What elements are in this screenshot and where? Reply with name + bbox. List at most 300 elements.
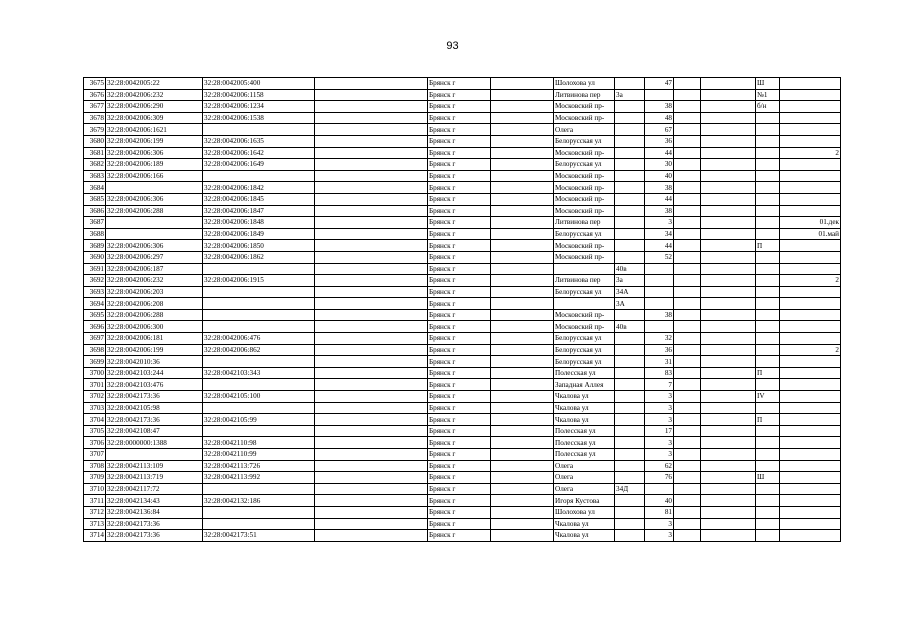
cell-c10 <box>701 460 756 472</box>
cell-house: 44 <box>645 193 674 205</box>
cell-city: Брянск г <box>428 101 491 113</box>
cell-c3 <box>315 263 428 275</box>
cell-cad2: 32:28:0042110:99 <box>203 449 315 461</box>
cell-extra-right <box>780 506 841 518</box>
cell-extra <box>756 356 780 368</box>
cell-c10 <box>701 240 756 252</box>
cell-c3 <box>315 472 428 484</box>
cell-c10 <box>701 367 756 379</box>
cell-c5 <box>491 367 554 379</box>
cell-street: Московский пр- <box>554 193 615 205</box>
cell-house: 3 <box>645 449 674 461</box>
cell-c9 <box>674 530 701 542</box>
cell-city: Брянск г <box>428 263 491 275</box>
cell-c3 <box>315 379 428 391</box>
cell-house: 36 <box>645 344 674 356</box>
cell-cad2: 32:28:0042103:343 <box>203 367 315 379</box>
cell-c3 <box>315 333 428 345</box>
cell-city: Брянск г <box>428 298 491 310</box>
cell-street: Московский пр- <box>554 309 615 321</box>
cell-letter: 3а <box>615 275 645 287</box>
cell-c10 <box>701 333 756 345</box>
cell-street: Чкалова ул <box>554 391 615 403</box>
cell-extra: IV <box>756 391 780 403</box>
cell-c5 <box>491 460 554 472</box>
cell-cad1: 32:28:0042006:297 <box>106 251 203 263</box>
cell-letter <box>615 205 645 217</box>
cell-c9 <box>674 414 701 426</box>
cell-city: Брянск г <box>428 449 491 461</box>
cell-num: 3709 <box>84 472 106 484</box>
table-row <box>84 124 841 136</box>
cell-c5 <box>491 402 554 414</box>
cell-extra-right <box>780 367 841 379</box>
cell-c9 <box>674 506 701 518</box>
cell-house: 76 <box>645 472 674 484</box>
cell-extra-right <box>780 414 841 426</box>
cell-c9 <box>674 437 701 449</box>
cell-extra-right <box>780 495 841 507</box>
cell-num: 3701 <box>84 379 106 391</box>
cell-street: Полесская ул <box>554 437 615 449</box>
cell-extra <box>756 437 780 449</box>
cell-c9 <box>674 449 701 461</box>
cell-c9 <box>674 240 701 252</box>
cell-num: 3683 <box>84 170 106 182</box>
cell-c5 <box>491 89 554 101</box>
cell-letter <box>615 414 645 426</box>
cell-c3 <box>315 275 428 287</box>
cell-extra-right <box>780 182 841 194</box>
cell-c10 <box>701 344 756 356</box>
cell-city: Брянск г <box>428 367 491 379</box>
cell-c3 <box>315 495 428 507</box>
cell-extra-right <box>780 193 841 205</box>
cell-city: Брянск г <box>428 251 491 263</box>
cell-cad2 <box>203 356 315 368</box>
cell-c3 <box>315 170 428 182</box>
table-row <box>84 135 841 147</box>
cell-street: Белорусская ул <box>554 333 615 345</box>
cell-city: Брянск г <box>428 275 491 287</box>
cell-c9 <box>674 228 701 240</box>
cell-letter <box>615 367 645 379</box>
cell-c10 <box>701 147 756 159</box>
cell-city: Брянск г <box>428 170 491 182</box>
cell-street: Полесская ул <box>554 425 615 437</box>
cell-street: Московский пр- <box>554 147 615 159</box>
cell-c5 <box>491 495 554 507</box>
cell-c9 <box>674 286 701 298</box>
cell-street: Чкалова ул <box>554 518 615 530</box>
cell-extra: П <box>756 414 780 426</box>
cell-cad1: 32:28:0042006:306 <box>106 240 203 252</box>
cell-c9 <box>674 402 701 414</box>
cell-extra <box>756 251 780 263</box>
cell-city: Брянск г <box>428 402 491 414</box>
cell-c9 <box>674 170 701 182</box>
cell-extra-right: 2 <box>780 344 841 356</box>
cell-cad1: 32:28:0042108:47 <box>106 425 203 437</box>
cell-house: 62 <box>645 460 674 472</box>
cell-c9 <box>674 518 701 530</box>
cell-house: 38 <box>645 101 674 113</box>
table-row <box>84 391 841 403</box>
cell-street: Московский пр- <box>554 205 615 217</box>
cell-extra-right <box>780 78 841 90</box>
cell-c10 <box>701 414 756 426</box>
cell-c9 <box>674 101 701 113</box>
cell-cad1: 32:28:0042006:306 <box>106 193 203 205</box>
cell-c9 <box>674 344 701 356</box>
cell-c10 <box>701 379 756 391</box>
cell-num: 3685 <box>84 193 106 205</box>
cell-cad2: 32:28:0042006:1915 <box>203 275 315 287</box>
cell-cad1: 32:28:0042173:36 <box>106 518 203 530</box>
cell-city: Брянск г <box>428 333 491 345</box>
cell-extra <box>756 205 780 217</box>
cell-street: Московский пр- <box>554 240 615 252</box>
cell-letter <box>615 344 645 356</box>
cell-extra: Ш <box>756 78 780 90</box>
cell-street: Шолохова ул <box>554 506 615 518</box>
cell-c5 <box>491 217 554 229</box>
cell-c3 <box>315 460 428 472</box>
cell-num: 3697 <box>84 333 106 345</box>
cell-c10 <box>701 182 756 194</box>
table-row <box>84 483 841 495</box>
cell-num: 3681 <box>84 147 106 159</box>
cell-cad2 <box>203 124 315 136</box>
cell-c3 <box>315 78 428 90</box>
cell-letter <box>615 193 645 205</box>
cell-cad2: 32:28:0042006:1642 <box>203 147 315 159</box>
cell-c5 <box>491 391 554 403</box>
cell-c3 <box>315 449 428 461</box>
cell-c9 <box>674 275 701 287</box>
cell-house <box>645 298 674 310</box>
cell-house <box>645 483 674 495</box>
cell-city: Брянск г <box>428 286 491 298</box>
cell-c9 <box>674 333 701 345</box>
cell-house: 48 <box>645 112 674 124</box>
table-row <box>84 437 841 449</box>
table-row <box>84 449 841 461</box>
cell-cad1 <box>106 449 203 461</box>
cell-c3 <box>315 286 428 298</box>
cell-extra-right <box>780 425 841 437</box>
cell-c9 <box>674 298 701 310</box>
cell-house: 83 <box>645 367 674 379</box>
cell-num: 3678 <box>84 112 106 124</box>
cell-cad2 <box>203 321 315 333</box>
cell-letter: 40в <box>615 263 645 275</box>
table-row <box>84 379 841 391</box>
cell-street <box>554 263 615 275</box>
cell-c5 <box>491 530 554 542</box>
cell-extra-right <box>780 251 841 263</box>
cell-c10 <box>701 425 756 437</box>
cell-cad1: 32:28:0042006:208 <box>106 298 203 310</box>
cell-letter: 3а <box>615 89 645 101</box>
cell-cad1: 32:28:0042005:22 <box>106 78 203 90</box>
cell-extra-right <box>780 333 841 345</box>
cell-c5 <box>491 159 554 171</box>
table-row <box>84 251 841 263</box>
cell-cad1: 32:28:0042006:203 <box>106 286 203 298</box>
cell-extra <box>756 379 780 391</box>
cell-cad2: 32:28:0042006:1842 <box>203 182 315 194</box>
cell-c5 <box>491 298 554 310</box>
cell-num: 3699 <box>84 356 106 368</box>
cell-cad2: 32:28:0042006:1538 <box>203 112 315 124</box>
cell-street: Олега <box>554 483 615 495</box>
cell-c5 <box>491 286 554 298</box>
cell-cad1: 32:28:0042006:166 <box>106 170 203 182</box>
table-row <box>84 518 841 530</box>
cell-extra <box>756 321 780 333</box>
cell-c5 <box>491 506 554 518</box>
cell-letter <box>615 112 645 124</box>
cell-house: 47 <box>645 78 674 90</box>
cell-street: Литвинова пер <box>554 275 615 287</box>
cell-street: Московский пр- <box>554 170 615 182</box>
cell-street: Полесская ул <box>554 449 615 461</box>
cell-extra <box>756 309 780 321</box>
cell-house: 36 <box>645 135 674 147</box>
cell-extra <box>756 170 780 182</box>
table-row <box>84 414 841 426</box>
cell-c3 <box>315 344 428 356</box>
cell-c3 <box>315 193 428 205</box>
cell-extra-right <box>780 530 841 542</box>
cell-cad1: 32:28:0042006:288 <box>106 309 203 321</box>
cell-c9 <box>674 78 701 90</box>
table-row <box>84 286 841 298</box>
cell-cad2: 32:28:0042113:992 <box>203 472 315 484</box>
cell-num: 3686 <box>84 205 106 217</box>
cell-c5 <box>491 518 554 530</box>
cell-cad2 <box>203 483 315 495</box>
cell-letter: 34Д <box>615 483 645 495</box>
cell-house: 40 <box>645 170 674 182</box>
cell-city: Брянск г <box>428 425 491 437</box>
cell-cad1: 32:28:0042006:232 <box>106 275 203 287</box>
cell-city: Брянск г <box>428 483 491 495</box>
cell-letter <box>615 460 645 472</box>
cell-num: 3677 <box>84 101 106 113</box>
cell-house: 30 <box>645 159 674 171</box>
cell-extra <box>756 135 780 147</box>
cell-city: Брянск г <box>428 321 491 333</box>
cell-c5 <box>491 251 554 263</box>
table-row <box>84 298 841 310</box>
cell-c3 <box>315 518 428 530</box>
cell-num: 3700 <box>84 367 106 379</box>
cell-extra <box>756 333 780 345</box>
cell-c3 <box>315 205 428 217</box>
cell-cad2: 32:28:0042006:476 <box>203 333 315 345</box>
cell-city: Брянск г <box>428 391 491 403</box>
table-row <box>84 530 841 542</box>
cell-extra <box>756 112 780 124</box>
cell-cad2 <box>203 298 315 310</box>
cell-num: 3692 <box>84 275 106 287</box>
cell-city: Брянск г <box>428 379 491 391</box>
table-row <box>84 309 841 321</box>
cell-c5 <box>491 321 554 333</box>
cell-c9 <box>674 217 701 229</box>
cell-city: Брянск г <box>428 356 491 368</box>
cell-c5 <box>491 170 554 182</box>
table-row <box>84 217 841 229</box>
cell-letter <box>615 228 645 240</box>
cell-cad1: 32:28:0042006:290 <box>106 101 203 113</box>
cell-extra-right <box>780 449 841 461</box>
cell-house: 31 <box>645 356 674 368</box>
cell-c9 <box>674 124 701 136</box>
cell-num: 3696 <box>84 321 106 333</box>
cell-letter <box>615 124 645 136</box>
cell-street: Шолохова ул <box>554 78 615 90</box>
table-row <box>84 506 841 518</box>
cell-num: 3695 <box>84 309 106 321</box>
cell-street <box>554 298 615 310</box>
cell-c10 <box>701 298 756 310</box>
cell-street: Литвинова пер <box>554 217 615 229</box>
cell-c3 <box>315 309 428 321</box>
cell-house: 38 <box>645 309 674 321</box>
cell-c5 <box>491 483 554 495</box>
cell-cad1 <box>106 182 203 194</box>
cell-extra-right <box>780 298 841 310</box>
cell-letter <box>615 333 645 345</box>
cell-c10 <box>701 251 756 263</box>
cell-num: 3698 <box>84 344 106 356</box>
cell-cad2: 32:28:0042006:1635 <box>203 135 315 147</box>
cell-c5 <box>491 379 554 391</box>
cell-street: Московский пр- <box>554 112 615 124</box>
cell-letter: 34А <box>615 286 645 298</box>
cell-c3 <box>315 298 428 310</box>
cell-cad2 <box>203 506 315 518</box>
cell-c3 <box>315 391 428 403</box>
cell-cad2 <box>203 379 315 391</box>
cell-c10 <box>701 286 756 298</box>
table-row <box>84 205 841 217</box>
cell-extra-right <box>780 391 841 403</box>
cell-c3 <box>315 356 428 368</box>
cell-cad2: 32:28:0042006:862 <box>203 344 315 356</box>
cell-city: Брянск г <box>428 147 491 159</box>
cell-street: Белорусская ул <box>554 344 615 356</box>
cell-c10 <box>701 391 756 403</box>
cell-letter <box>615 309 645 321</box>
cell-house: 3 <box>645 402 674 414</box>
cell-street: Белорусская ул <box>554 135 615 147</box>
cell-num: 3711 <box>84 495 106 507</box>
cell-c3 <box>315 240 428 252</box>
cell-c9 <box>674 112 701 124</box>
cell-extra: П <box>756 367 780 379</box>
cell-cad2: 32:28:0042006:1158 <box>203 89 315 101</box>
cell-letter <box>615 518 645 530</box>
cell-city: Брянск г <box>428 228 491 240</box>
cell-street: Олега <box>554 124 615 136</box>
cell-c10 <box>701 228 756 240</box>
page-number: 93 <box>446 40 459 52</box>
cell-street: Полесская ул <box>554 367 615 379</box>
cell-letter <box>615 530 645 542</box>
cell-letter <box>615 170 645 182</box>
cell-c10 <box>701 101 756 113</box>
cell-cad2: 32:28:0042005:400 <box>203 78 315 90</box>
cell-cad1: 32:28:0042006:189 <box>106 159 203 171</box>
cell-extra-right <box>780 205 841 217</box>
cell-c9 <box>674 472 701 484</box>
cell-extra: б/н <box>756 101 780 113</box>
cell-extra <box>756 263 780 275</box>
cell-c9 <box>674 356 701 368</box>
cell-street: Московский пр- <box>554 321 615 333</box>
cell-extra <box>756 275 780 287</box>
cell-letter <box>615 402 645 414</box>
cell-num: 3682 <box>84 159 106 171</box>
cell-letter: 3А <box>615 298 645 310</box>
cell-c3 <box>315 414 428 426</box>
cell-city: Брянск г <box>428 205 491 217</box>
table-row <box>84 425 841 437</box>
cell-cad1: 32:28:0042006:300 <box>106 321 203 333</box>
cell-c10 <box>701 193 756 205</box>
cell-num: 3688 <box>84 228 106 240</box>
cell-c3 <box>315 367 428 379</box>
cell-extra-right <box>780 518 841 530</box>
cell-c10 <box>701 170 756 182</box>
cell-c3 <box>315 101 428 113</box>
cell-letter <box>615 472 645 484</box>
cell-c10 <box>701 89 756 101</box>
cell-extra <box>756 460 780 472</box>
cell-house: 38 <box>645 182 674 194</box>
cell-city: Брянск г <box>428 159 491 171</box>
cell-c3 <box>315 228 428 240</box>
cell-extra <box>756 506 780 518</box>
cell-house <box>645 321 674 333</box>
cell-cad1: 32:28:0042113:109 <box>106 460 203 472</box>
cell-c3 <box>315 124 428 136</box>
cell-c3 <box>315 217 428 229</box>
cell-letter <box>615 379 645 391</box>
cell-house: 3 <box>645 518 674 530</box>
cell-c10 <box>701 112 756 124</box>
cell-extra <box>756 193 780 205</box>
cell-city: Брянск г <box>428 518 491 530</box>
cell-street: Чкалова ул <box>554 414 615 426</box>
cell-c9 <box>674 193 701 205</box>
cell-c5 <box>491 275 554 287</box>
table-row <box>84 228 841 240</box>
cell-num: 3680 <box>84 135 106 147</box>
cell-house: 3 <box>645 414 674 426</box>
cell-city: Брянск г <box>428 78 491 90</box>
cell-c10 <box>701 530 756 542</box>
table-row <box>84 89 841 101</box>
cell-c9 <box>674 159 701 171</box>
cell-cad1: 32:28:0042010:36 <box>106 356 203 368</box>
cell-c10 <box>701 402 756 414</box>
cell-extra-right <box>780 101 841 113</box>
